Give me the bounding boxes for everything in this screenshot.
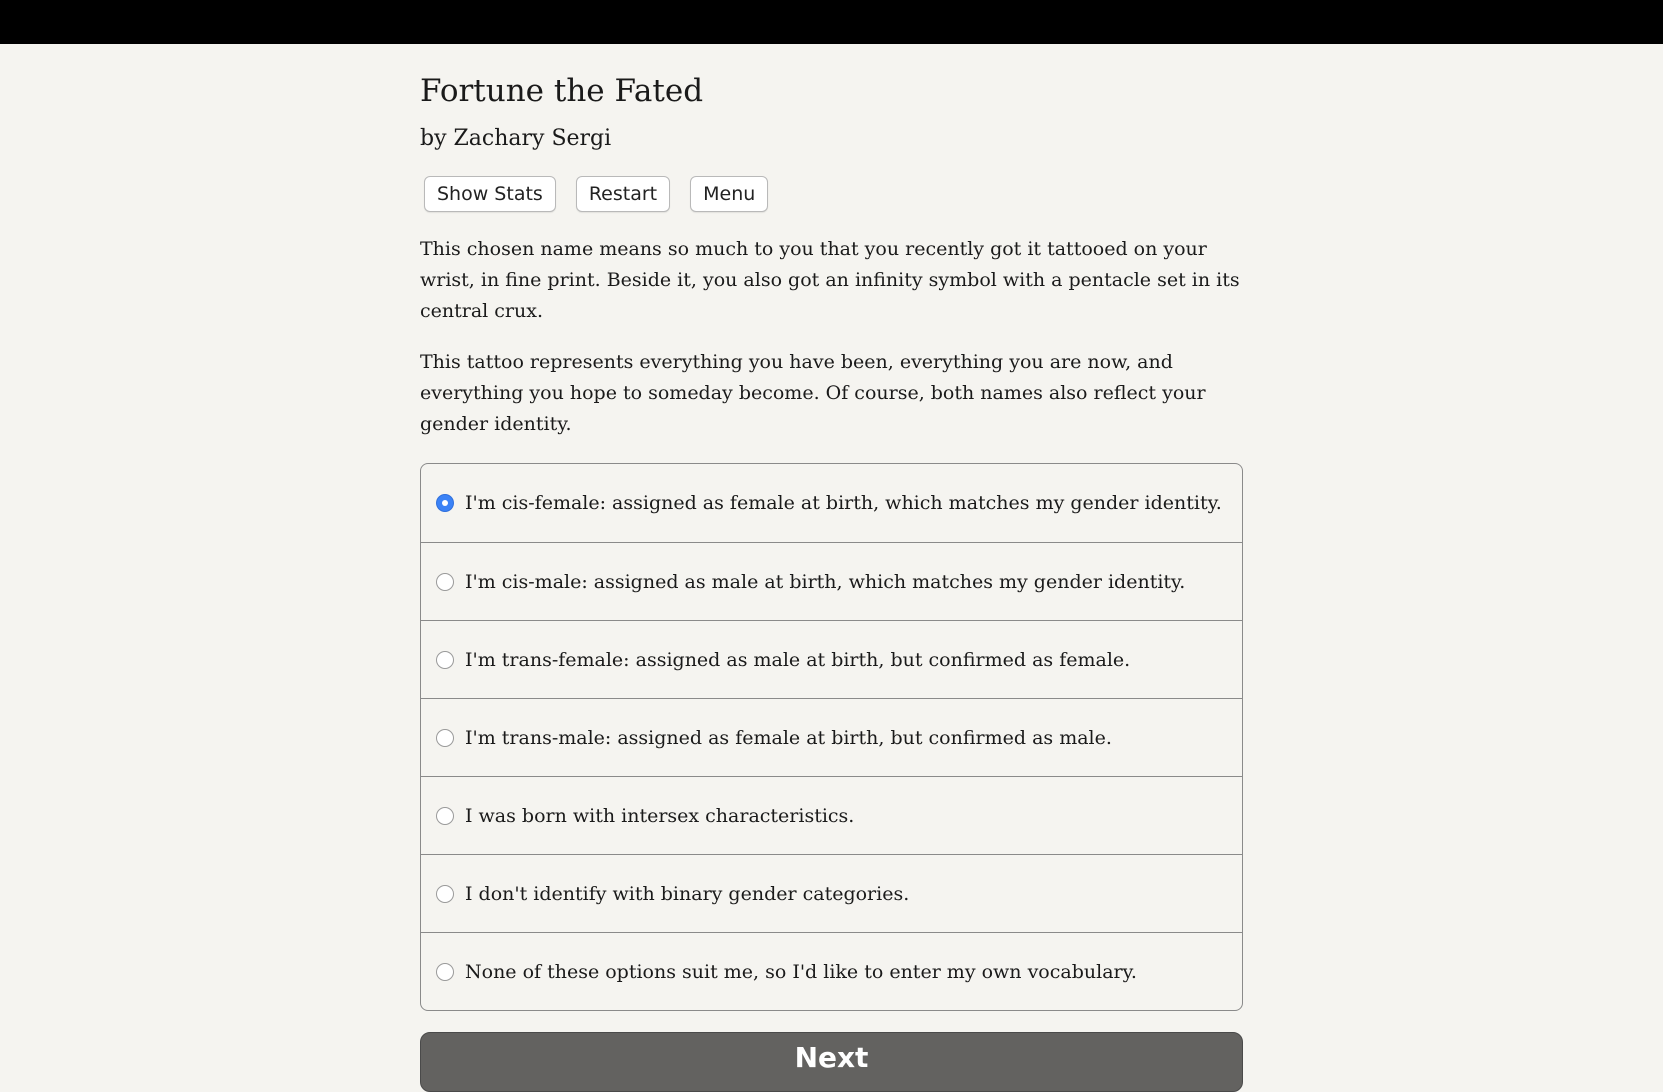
top-bar [0, 0, 1663, 44]
restart-button[interactable]: Restart [576, 176, 670, 212]
choice-label: I was born with intersex characteristics. [465, 804, 855, 827]
choice-list [420, 463, 1243, 1011]
choice-label: I'm cis-male: assigned as male at birth, which matches my gender identity. [465, 570, 1186, 593]
radio-button[interactable] [436, 729, 454, 747]
story-paragraph: This chosen name means so much to you that you recently got it tattooed on your wrist, in fine print. Beside it, you also got an infinity symbol with a pentacle set in its central crux. [420, 238, 1240, 322]
choice-label: I'm trans-female: assigned as male at birth, but confirmed as female. [465, 648, 1131, 671]
choice-label: I don't identify with binary gender categories. [465, 882, 910, 905]
choice-option[interactable] [421, 932, 1242, 1010]
choice-option[interactable] [421, 464, 1242, 542]
story-paragraph: This tattoo represents everything you have been, everything you are now, and everything you hope to someday become. Of course, both names also reflect your gender identity. [420, 351, 1206, 435]
game-title: Fortune the Fated [420, 73, 704, 109]
choice-option[interactable] [421, 698, 1242, 776]
menu-button[interactable]: Menu [690, 176, 768, 212]
choice-label: None of these options suit me, so I'd like to enter my own vocabulary. [465, 960, 1137, 983]
radio-button[interactable] [436, 494, 454, 512]
choice-label: I'm trans-male: assigned as female at birth, but confirmed as male. [465, 726, 1112, 749]
choice-option[interactable] [421, 854, 1242, 932]
show-stats-button[interactable]: Show Stats [424, 176, 556, 212]
radio-button[interactable] [436, 807, 454, 825]
radio-button[interactable] [436, 885, 454, 903]
toolbar [420, 176, 1243, 212]
choice-label: I'm cis-female: assigned as female at birth, which matches my gender identity. [465, 492, 1222, 514]
choice-option[interactable] [421, 620, 1242, 698]
radio-button[interactable] [436, 963, 454, 981]
radio-button[interactable] [436, 573, 454, 591]
choice-option[interactable] [421, 542, 1242, 620]
next-button[interactable]: Next [420, 1032, 1243, 1092]
game-author: by Zachary Sergi [420, 126, 612, 151]
game-content [420, 44, 1243, 1092]
radio-button[interactable] [436, 651, 454, 669]
choice-option[interactable] [421, 776, 1242, 854]
